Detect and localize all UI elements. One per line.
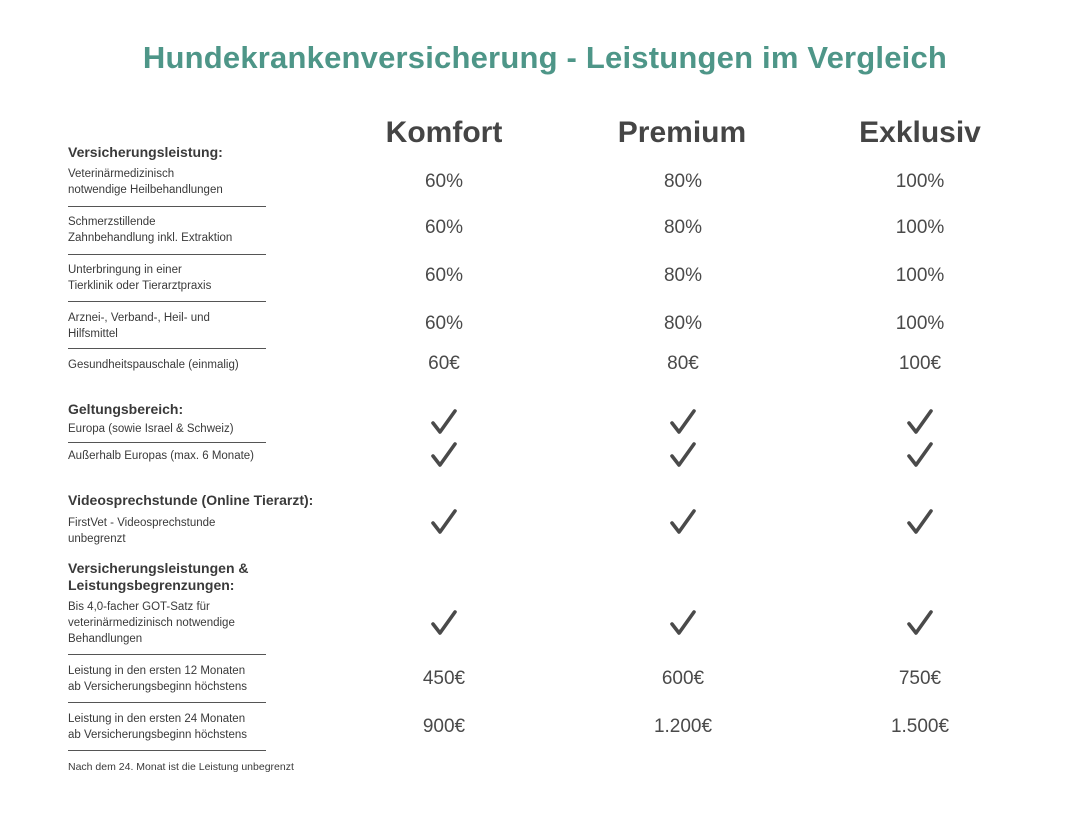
checkmark-icon	[907, 609, 933, 637]
row-label-line: Hilfsmittel	[68, 328, 118, 340]
value-premium: 80€	[667, 353, 699, 374]
value-exklusiv: 100%	[895, 217, 945, 238]
row-label-got-satz	[68, 599, 266, 655]
row-label-line: Leistung in den ersten 12 Monaten	[68, 665, 246, 677]
checkmark-icon	[907, 441, 933, 469]
row-label-line: Zahnbehandlung inkl. Extraktion	[68, 232, 233, 244]
value-exklusiv: 100€	[898, 353, 942, 374]
row-label-line: Tierklinik oder Tierarztpraxis	[68, 280, 212, 292]
row-label-line: Bis 4,0-facher GOT-Satz für	[68, 601, 210, 613]
row-label-line: ab Versicherungsbeginn höchstens	[68, 681, 248, 693]
plan-header-komfort: Komfort	[385, 116, 503, 149]
row-label-heilbehandlung	[68, 166, 266, 207]
checkmark-icon	[431, 441, 457, 469]
row-label-line: FirstVet - Videosprechstunde unbegrenzt	[68, 517, 216, 545]
value-komfort: 60%	[424, 171, 464, 192]
value-premium: 80%	[663, 171, 703, 192]
row-label-gesundheitspauschale	[68, 357, 266, 375]
value-komfort: 450€	[422, 668, 466, 689]
row-label-line: Außerhalb Europas (max. 6 Monate)	[68, 450, 255, 462]
row-label-line: ab Versicherungsbeginn höchstens	[68, 729, 248, 741]
row-label-line: Schmerzstillende	[68, 216, 156, 228]
checkmark-icon	[431, 609, 457, 637]
value-premium: 80%	[663, 217, 703, 238]
row-label-line: Gesundheitspauschale (einmalig)	[68, 359, 239, 371]
row-label-erste-24-monate	[68, 711, 266, 751]
row-label-unterbringung	[68, 262, 266, 302]
row-label-line: Leistung in den ersten 24 Monaten	[68, 713, 246, 725]
value-komfort: 60%	[424, 265, 464, 286]
row-label-line: Unterbringung in einer	[68, 264, 182, 276]
row-label-erste-12-monate	[68, 663, 266, 703]
section-heading-videosprechstunde: Videosprechstunde (Online Tierarzt):	[68, 492, 314, 508]
row-label-ausserhalb-europas	[68, 448, 266, 466]
value-komfort: 60€	[428, 353, 460, 374]
checkmark-icon	[907, 408, 933, 436]
checkmark-icon	[670, 408, 696, 436]
row-label-line: veterinärmedizinisch notwendige	[68, 617, 235, 629]
row-label-europa	[68, 421, 266, 443]
checkmark-icon	[670, 609, 696, 637]
value-premium: 600€	[661, 668, 705, 689]
value-komfort: 900€	[422, 716, 466, 737]
row-label-firstvet	[68, 515, 266, 545]
section-heading-versicherungsleistung: Versicherungsleistung:	[68, 144, 223, 160]
checkmark-icon	[431, 508, 457, 536]
plan-header-exklusiv: Exklusiv	[859, 116, 981, 149]
checkmark-icon	[431, 408, 457, 436]
value-exklusiv: 100%	[895, 313, 945, 334]
row-label-line: Behandlungen	[68, 633, 143, 645]
checkmark-icon	[907, 508, 933, 536]
value-komfort: 60%	[424, 217, 464, 238]
section-heading-leistungsbegrenzungen	[68, 560, 358, 594]
row-label-arznei	[68, 310, 266, 349]
section-heading-line: Versicherungsleistungen &	[68, 560, 249, 576]
footnote: Nach dem 24. Monat ist die Leistung unbegrenzt	[68, 761, 294, 773]
value-exklusiv: 1.500€	[890, 716, 950, 737]
section-heading-geltungsbereich: Geltungsbereich:	[68, 401, 184, 417]
value-komfort: 60%	[424, 313, 464, 334]
checkmark-icon	[670, 508, 696, 536]
section-heading-line: Leistungsbegrenzungen:	[68, 577, 235, 593]
row-label-zahnbehandlung	[68, 214, 266, 255]
page-title: Hundekrankenversicherung - Leistungen im Vergleich	[142, 40, 948, 75]
row-label-line: Veterinärmedizinisch	[68, 168, 175, 180]
value-premium: 80%	[663, 265, 703, 286]
row-label-line: notwendige Heilbehandlungen	[68, 184, 223, 196]
value-exklusiv: 750€	[898, 668, 942, 689]
plan-header-premium: Premium	[617, 116, 747, 149]
value-premium: 1.200€	[653, 716, 713, 737]
row-label-line: Europa (sowie Israel & Schweiz)	[68, 423, 234, 435]
value-premium: 80%	[663, 313, 703, 334]
row-label-line: Arznei-, Verband-, Heil- und	[68, 312, 210, 324]
checkmark-icon	[670, 441, 696, 469]
value-exklusiv: 100%	[895, 171, 945, 192]
value-exklusiv: 100%	[895, 265, 945, 286]
